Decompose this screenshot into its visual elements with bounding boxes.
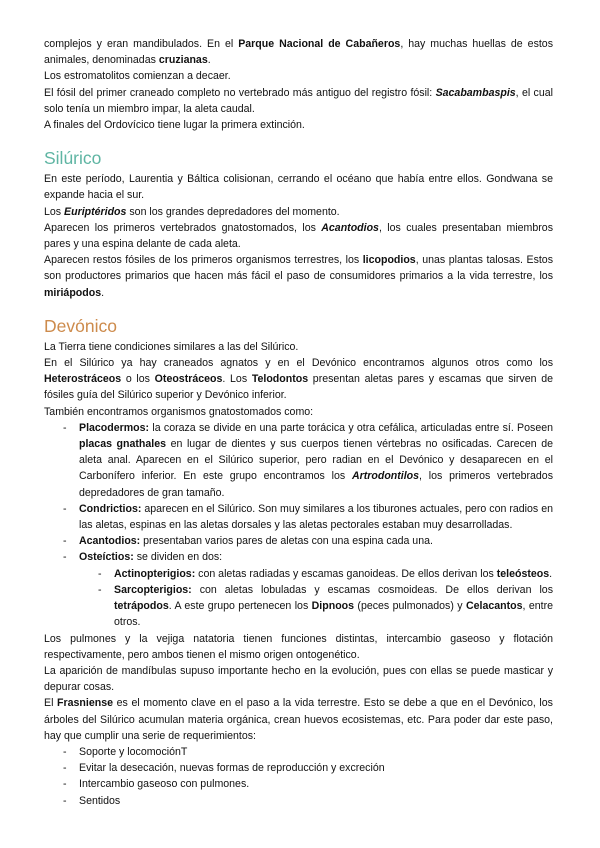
list-item-soporte: - Soporte y locomociónT <box>44 744 553 760</box>
document-page <box>44 36 553 809</box>
paragraph-cabaneros: complejos y eran mandibulados. En el Parque Nacional de Cabañeros, hay muchas huellas de estos animales, denominadas cruzianas. <box>44 38 553 67</box>
bullet-dash: - <box>63 551 67 564</box>
bullet-dash: - <box>63 762 67 775</box>
list-item-sarcopterigios: - Sarcopterigios: con aletas lobuladas y escamas cosmoideas. De ellos derivan los tetrápodos. A este grupo pertenecen los Dipnoos (peces pulmonados) y Celacantos, entre otros. <box>98 583 553 629</box>
paragraph-euripteridos: Los Euriptéridos son los grandes depredadores del momento. <box>44 205 340 218</box>
bullet-dash: - <box>63 745 67 758</box>
heading-devonico: Devónico <box>44 315 117 336</box>
paragraph-licopodios: Aparecen restos fósiles de los primeros organismos terrestres, los licopodios, unas plantas talosas. Estos son productores primarios que hacen más fácil el paso de consumidores primarios a la vida terrestre, los miriápodos. <box>44 254 553 299</box>
list-item-condrictios: - Condrictios: aparecen en el Silúrico. Son muy similares a los tiburones actuales, pero con radios en las aletas, espinas en las aletas dorsales y las aletas pectorales estaban muy desarrolladas. <box>63 502 553 532</box>
paragraph-sacabambaspis: El fósil del primer craneado completo no vertebrado más antiguo del registro fósil: Sacabambaspis, el cual solo tenía un miembro impar, la aleta caudal. <box>44 86 553 115</box>
bullet-dash: - <box>63 421 67 434</box>
list-item-sentidos: - Sentidos <box>44 793 553 809</box>
osteictios-sublist <box>44 566 553 631</box>
paragraph-mandibulas: La aparición de mandíbulas supuso importante hecho en la evolución, pues con ellas se puede masticar y depurar cosas. <box>44 664 553 694</box>
paragraph-condiciones: La Tierra tiene condiciones similares a las del Silúrico. <box>44 340 299 353</box>
list-item-actinopterigios: - Actinopterigios: con aletas radiadas y escamas ganoideas. De ellos derivan los teleósteos. <box>44 566 553 582</box>
paragraph-laurentia: En este período, Laurentia y Báltica colisionan, cerrando el océano que había entre ellos. Gondwana se expande hacia el sur. <box>44 173 553 202</box>
bullet-dash: - <box>98 583 102 596</box>
bullet-dash: - <box>98 567 102 580</box>
list-item-osteictios: - Osteíctios: se dividen en dos: <box>44 549 553 565</box>
bullet-dash: - <box>63 794 67 807</box>
list-item-desecacion: - Evitar la desecación, nuevas formas de reproducción y excreción <box>44 760 553 776</box>
paragraph-craneados-agnatos: En el Silúrico ya hay craneados agnatos y en el Devónico encontramos algunos otros como los Heterostráceos o los Oteostráceos. Los Telodontos presentan aletas pares y escamas que sirven de fósiles guía del Silúrico superior y Devónico inferior. <box>44 357 553 402</box>
bullet-dash: - <box>63 535 67 548</box>
paragraph-acantodios: Aparecen los primeros vertebrados gnatostomados, los Acantodios, los cuales presentaban miembros pares y una espina delante de cada aleta. <box>44 221 553 251</box>
paragraph-pulmones: Los pulmones y la vejiga natatoria tienen funciones distintas, intercambio gaseoso y flotación respectivamente, pero ambos tienen el mismo origen ontogenético. <box>44 632 553 661</box>
gnatostomados-list <box>44 420 553 566</box>
heading-silurico: Silúrico <box>44 148 102 169</box>
paragraph-estromatolitos: Los estromatolitos comienzan a decaer. <box>44 70 231 83</box>
list-item-intercambio-gaseoso: - Intercambio gaseoso con pulmones. <box>44 776 553 792</box>
requirements-list <box>44 744 553 809</box>
paragraph-frasniense: El Frasniense es el momento clave en el paso a la vida terrestre. Esto se debe a que en el Devónico, los árboles del Silúrico acumulan materia orgánica, crean huevos ecosistemas, etc. Para poder dar este paso, hay que cumplir una serie de requerimientos: <box>44 697 553 742</box>
list-item-acantodios: - Acantodios: presentaban varios pares de aletas con una espina cada una. <box>44 533 553 549</box>
paragraph-gnatostomados-intro: También encontramos organismos gnatostomados como: <box>44 405 314 418</box>
bullet-dash: - <box>63 502 67 515</box>
list-item-placodermos: - Placodermos: la coraza se divide en una parte torácica y otra cefálica, articuladas entre sí. Poseen placas gnathales en lugar de dientes y sus cuerpos tienen vértebras no osificadas. Carecen de aleta anal. Aparecen en el Silúrico superior, pero radian en el Devónico y desaparecen en el Carbonífero inferior. En este grupo encontramos los Artrodontilos, los primeros vertebrados depredadores de gran tamaño. <box>63 421 553 499</box>
paragraph-primera-extincion: A finales del Ordovícico tiene lugar la primera extinción. <box>44 119 305 132</box>
bullet-dash: - <box>63 778 67 791</box>
